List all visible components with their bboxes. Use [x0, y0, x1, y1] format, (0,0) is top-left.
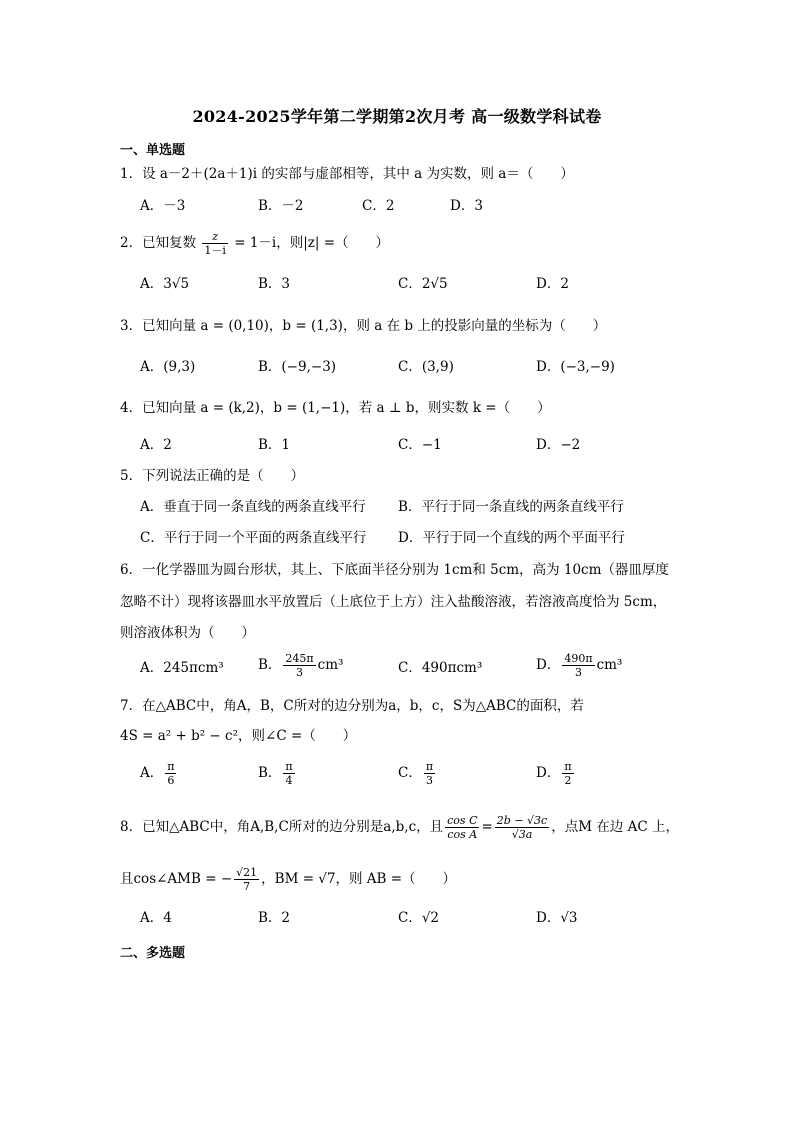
question-3-option-c[interactable]: C．(3,9): [398, 359, 454, 375]
question-6-option-b-unit: cm³: [317, 657, 344, 673]
question-8-fraction-ratio-numerator: 2b − √3c: [496, 814, 548, 827]
question-7-option-c[interactable]: [398, 760, 437, 787]
question-8-fraction-cos: [445, 814, 479, 841]
question-1-stem: 1．设 a－2＋(2a＋1)i 的实部与虚部相等，其中 a 为实数，则 a＝（ ）: [120, 166, 574, 182]
question-7-option-b-numerator: π: [285, 760, 293, 773]
question-6-option-a[interactable]: A．245πcm³: [140, 660, 224, 676]
question-2-option-d[interactable]: D．2: [536, 276, 569, 292]
question-6-option-d-fraction: [562, 652, 594, 679]
exam-title: 2024-2025学年第二学期第2次月考 高一级数学科试卷: [192, 107, 602, 126]
question-6-option-d-denominator: 3: [574, 666, 582, 679]
question-8-equals: =: [481, 819, 493, 835]
question-8-option-c[interactable]: C．√2: [398, 910, 440, 926]
question-3-stem: 3．已知向量 a = (0,10)，b = (1,3)，则 a 在 b 上的投影向量的坐标为（ ）: [120, 318, 607, 334]
question-2-option-c[interactable]: C．2√5: [398, 276, 448, 292]
question-7-option-d[interactable]: [536, 760, 576, 787]
question-3-option-d[interactable]: D．(−3,−9): [536, 359, 615, 375]
question-7-option-c-fraction: [424, 760, 435, 787]
question-3-option-a[interactable]: A．(9,3): [140, 359, 196, 375]
question-7-option-d-label: D．: [536, 765, 561, 781]
question-4-stem: 4．已知向量 a = (k,2)，b = (1,−1)，若 a ⊥ b，则实数 k =（ ）: [120, 400, 551, 416]
question-1-option-c[interactable]: C．2: [362, 198, 395, 214]
question-6-option-b-label: B．: [258, 657, 282, 673]
question-5-option-c[interactable]: C．平行于同一个平面的两条直线平行: [140, 530, 367, 546]
question-8-line-1-prefix: 8．已知△ABC中，角A,B,C所对的边分别是a,b,c，且: [120, 819, 444, 835]
question-7-line-1: 7．在△ABC中，角A，B，C所对的边分别为a，b，c，S为△ABC的面积，若: [120, 698, 584, 714]
question-4-option-d[interactable]: D．−2: [536, 437, 581, 453]
question-7-line-2: 4S = a² + b² − c²，则∠C =（ ）: [120, 728, 357, 744]
question-2-fraction-denominator: 1－i: [204, 244, 226, 257]
question-7-option-a-numerator: π: [167, 760, 175, 773]
question-6-option-b-denominator: 3: [296, 666, 304, 679]
question-4-option-c[interactable]: C．−1: [398, 437, 442, 453]
question-7-option-a-fraction: [165, 760, 176, 787]
question-7-option-c-denominator: 3: [425, 774, 433, 787]
question-2-fraction: [202, 230, 228, 257]
question-8-option-b[interactable]: B．2: [258, 910, 291, 926]
question-7-option-b[interactable]: [258, 760, 297, 787]
question-6-option-b-numerator: 245π: [285, 652, 314, 665]
question-5-option-a[interactable]: A．垂直于同一条直线的两条直线平行: [140, 499, 366, 515]
question-2-option-a[interactable]: A．3√5: [140, 276, 190, 292]
question-2-stem-prefix: 2．已知复数: [120, 235, 197, 251]
question-8-option-a[interactable]: A．4: [140, 910, 172, 926]
question-8-fraction-ratio: [495, 814, 549, 841]
question-7-option-a[interactable]: [140, 760, 178, 787]
section-multiple-choice: 二、多选题: [120, 946, 186, 961]
question-6-option-d-numerator: 490π: [564, 652, 593, 665]
question-8-line-1: [120, 814, 679, 841]
question-7-option-c-numerator: π: [425, 760, 434, 773]
question-7-option-d-denominator: 2: [564, 774, 572, 787]
question-6-option-d[interactable]: [536, 652, 622, 679]
question-6-line-1: 6．一化学器皿为圆台形状，其上、下底面半径分别为 1cm和 5cm，高为 10cm（器皿厚度: [120, 562, 669, 578]
question-6-option-b[interactable]: [258, 652, 343, 679]
question-7-option-b-label: B．: [258, 765, 282, 781]
question-8-option-d[interactable]: D．√3: [536, 910, 578, 926]
question-6-option-d-label: D．: [536, 657, 561, 673]
question-5-option-b[interactable]: B．平行于同一条直线的两条直线平行: [398, 499, 624, 515]
question-6-line-2: 忽略不计）现将该器皿水平放置后（上底位于上方）注入盐酸溶液，若溶液高度恰为 5cm，: [120, 594, 667, 610]
question-1-option-a[interactable]: A．－3: [140, 198, 186, 214]
question-8-fraction-sqrt21-denominator: 7: [243, 880, 251, 893]
question-4-option-a[interactable]: A．2: [140, 437, 172, 453]
question-5-stem: 5．下列说法正确的是（ ）: [120, 468, 305, 484]
question-6-option-b-fraction: [283, 652, 315, 679]
question-8-fraction-sqrt21-numerator: √21: [236, 866, 258, 879]
question-7-option-a-denominator: 6: [167, 774, 175, 787]
question-8-line-2-suffix: ，BM = √7，则 AB =（ ）: [261, 871, 457, 887]
question-2-stem: [120, 230, 389, 257]
question-2-fraction-numerator: z: [202, 230, 228, 244]
question-6-option-c[interactable]: C．490πcm³: [398, 660, 483, 676]
question-1-option-b[interactable]: B．－2: [258, 198, 304, 214]
question-8-line-2-prefix: 且cos∠AMB = −: [120, 871, 233, 887]
question-7-option-a-label: A．: [140, 765, 164, 781]
question-4-option-b[interactable]: B．1: [258, 437, 291, 453]
question-3-option-b[interactable]: B．(−9,−3): [258, 359, 337, 375]
question-2-option-b[interactable]: B．3: [258, 276, 291, 292]
question-5-option-d[interactable]: D．平行于同一个直线的两个平面平行: [398, 530, 625, 546]
question-2-stem-suffix: = 1－i，则|z| =（ ）: [234, 235, 390, 251]
question-8-fraction-sqrt21: [234, 866, 259, 893]
question-8-fraction-ratio-denominator: √3a: [511, 828, 533, 841]
question-8-line-1-suffix: ，点M 在边 AC 上，: [551, 819, 679, 835]
section-single-choice: 一、单选题: [120, 143, 186, 158]
question-8-fraction-cos-numerator: cos C: [447, 814, 478, 827]
question-6-line-3: 则溶液体积为（ ）: [120, 625, 255, 641]
question-1-option-d[interactable]: D．3: [450, 198, 483, 214]
question-6-option-d-unit: cm³: [596, 657, 623, 673]
question-7-option-b-fraction: [283, 760, 294, 787]
question-8-fraction-cos-denominator: cos A: [447, 828, 478, 841]
question-7-option-b-denominator: 4: [285, 774, 293, 787]
question-8-line-2: [120, 866, 456, 893]
question-7-option-d-fraction: [562, 760, 573, 787]
question-7-option-d-numerator: π: [564, 760, 572, 773]
question-7-option-c-label: C．: [398, 765, 422, 781]
